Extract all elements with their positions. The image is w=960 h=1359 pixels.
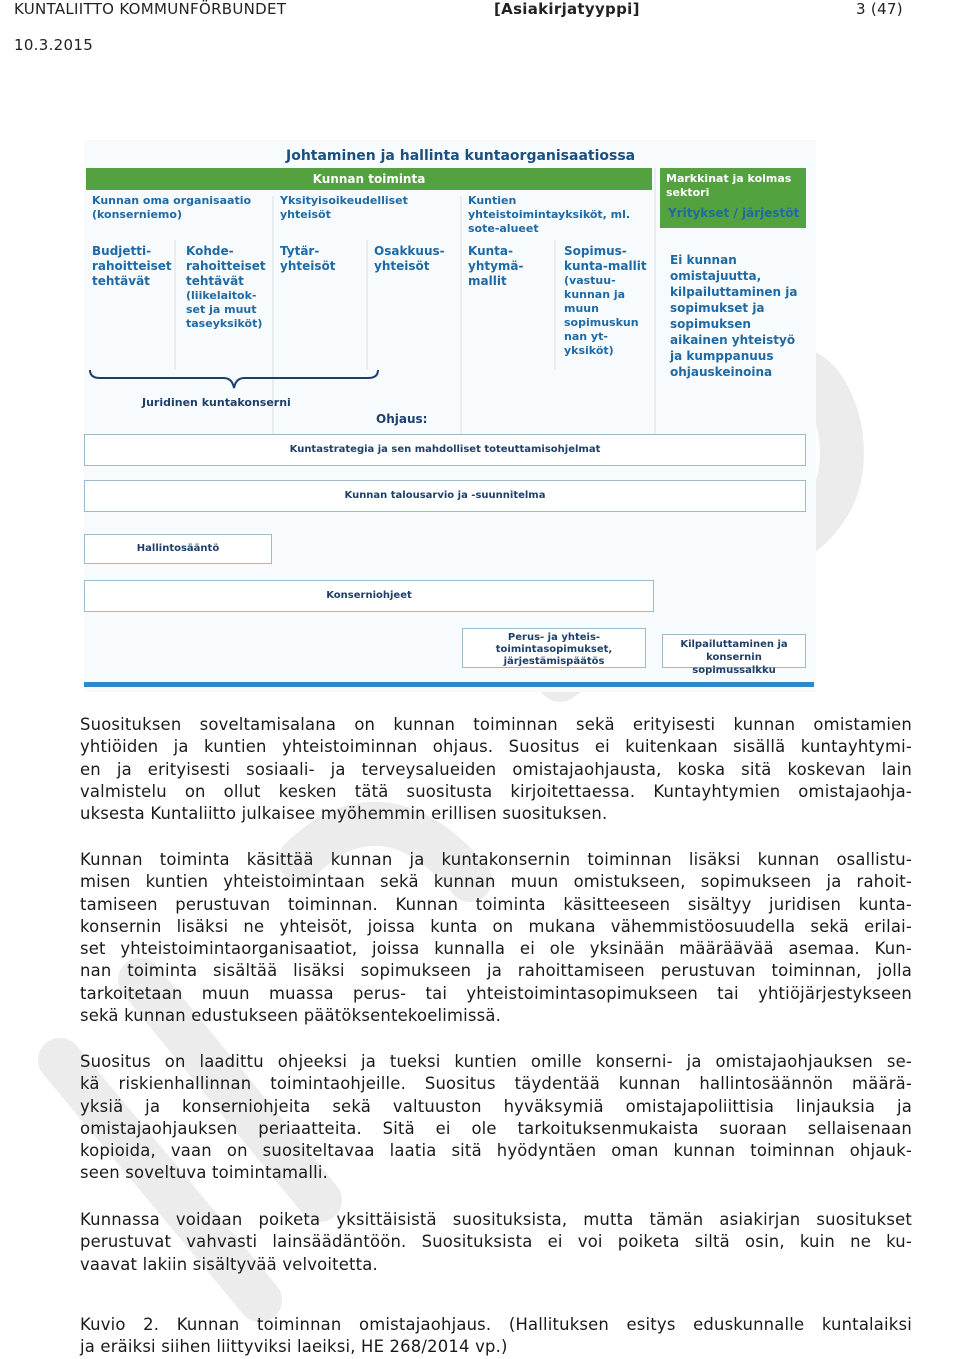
text-line: Suosituksen soveltamisalana on kunnan toiminnan sekä erityisesti kunnan omistamien	[80, 715, 912, 734]
figure-subhead-joint-units: Kuntien yhteistoimintayksiköt, ml. sote-alueet	[468, 194, 631, 235]
text-line: kopioida, vaan on suositeltavaa laatia sitä hyödyntäen oman kunnan toiminnan ohjauk-	[80, 1141, 912, 1161]
figure-divider	[366, 240, 368, 370]
text-line: en ja erityisesti sosiaali- ja terveysalueiden omistajaohjausta, koska sitä koskevan lain	[80, 759, 912, 779]
paragraph-scope	[80, 714, 912, 825]
text-line: tamiseen perustuvan toiminnan. Kunnan toiminta käsitteeseen sisältyy juridisen kunta-	[80, 894, 912, 914]
figure-col-budget-tasks: Budjetti-rahoitteiset tehtävät	[92, 244, 172, 288]
figure-brace	[88, 368, 380, 390]
figure-box-tendering: Kilpailuttaminen ja konsernin sopimussalkku	[662, 634, 806, 668]
figure-divider	[174, 240, 176, 370]
text-line: nan toiminta sisältää lisäksi sopimukseen ja rahoittamiseen perustuvan toiminnan, jolla	[80, 961, 912, 981]
text-line: sekä kunnan edustukseen päätöksentekoelimissä.	[80, 1006, 502, 1026]
figure-divider	[654, 168, 656, 438]
figure-col-target-tasks-note: (liikelaitok-set ja muut taseyksiköt)	[186, 289, 263, 330]
header-doc-type: [Asiakirjatyyppi]	[494, 0, 640, 18]
paragraph-recommendation-purpose	[80, 1051, 912, 1185]
text-line: misen kuntien yhteistoimintaan sekä kunnan muun omistukseen, sopimukseen ja rahoit-	[80, 872, 912, 892]
text-line: set yhteistoimintaorganisaatiot, joissa kunnalla ei ole yksinään määräävää asemaa. Kun-	[80, 939, 912, 959]
figure-col-joint-authority: Kunta-yhtymä-mallit	[468, 244, 524, 288]
figure-right-description: Ei kunnan omistajuutta, kilpailuttaminen ja sopimukset ja sopimuksen aikainen yhteistyö ja kumppanuus ohjauskeinoina	[670, 253, 798, 379]
text-line: perustuvat vahvasti lainsäädäntöön. Suosituksista ei voi poiketa siltä osin, kuin ne ku-	[80, 1232, 912, 1252]
header-organization: KUNTALIITTO KOMMUNFÖRBUNDET	[14, 0, 287, 18]
figure-col-agreement-models	[564, 244, 650, 358]
text-line: yhtiöiden ja kuntien yhteistoiminnan ohjaus. Suositus ei kuitenkaan sisällä kuntayhtymi-	[80, 737, 912, 757]
header-page-number: 3 (47)	[856, 0, 903, 18]
text-line: tarkoitetaan muun muassa perus- tai yhteistoimintasopimukseen tai yhtiöjärjestykseen	[80, 983, 912, 1003]
text-line: Kunnassa voidaan poiketa yksittäisistä suosituksista, mutta tämän asiakirjan suositukset	[80, 1210, 912, 1229]
figure-box-agreements: Perus- ja yhteis-toimintasopimukset, järjestämispäätös	[462, 628, 646, 668]
figure-divider	[460, 196, 462, 436]
text-line: Kunnan toiminta käsittää kunnan ja kuntakonsernin toiminnan lisäksi kunnan osallistu-	[80, 850, 912, 869]
figure-box-group-instructions: Konserniohjeet	[84, 580, 654, 612]
text-line: Suositus on laadittu ohjeeksi ja tueksi kuntien omille konserni- ja omistajaohjauksen se-	[80, 1052, 912, 1071]
figure-col-associates: Osakkuus-yhteisöt	[374, 244, 445, 273]
text-line: uksesta Kuntaliitto julkaisee myöhemmin erillisen suosituksen.	[80, 804, 608, 824]
text-line: valmistelu on ollut kesken tätä suositusta kirjoitettaessa. Kuntayhtymien omistajaohja-	[80, 781, 912, 801]
figure-title: Johtaminen ja hallinta kuntaorganisaatiossa	[286, 148, 636, 164]
figure-band-municipal-activity: Kunnan toiminta	[86, 168, 652, 190]
text-line: omistajaohjauksen periaatteita. Sitä ei ole tarkoituksenmukaista suoraan sellaisenaan	[80, 1118, 912, 1138]
figure-col-agreement-models-label: Sopimus-kunta-mallit	[564, 244, 647, 273]
text-line: seen soveltuva toimintamalli.	[80, 1163, 329, 1183]
figure-col-subsidiaries: Tytär-yhteisöt	[280, 244, 336, 273]
figure-subhead-private-entities: Yksityisoikeudelliset yhteisöt	[280, 194, 408, 221]
figure-col-target-tasks-label: Kohde-rahoitteiset tehtävät	[186, 244, 266, 288]
text-line: kä riskienhallinnan toimintaohjeille. Suositus täydentää kunnan hallintosäännön määrä-	[80, 1074, 912, 1094]
figure-baseline	[84, 682, 814, 687]
figure-right-entities: Yritykset / järjestöt	[668, 206, 800, 220]
figure-col-target-tasks	[186, 244, 272, 331]
ownership-steering-figure	[84, 140, 816, 692]
figure-steering-label: Ohjaus:	[376, 412, 428, 426]
figure-band-markets: Markkinat ja kolmas sektori	[660, 168, 806, 228]
figure-box-budget: Kunnan talousarvio ja -suunnitelma	[84, 480, 806, 512]
text-line: Kuvio 2. Kunnan toiminnan omistajaohjaus. (Hallituksen esitys eduskunnalle kuntalaiksi	[80, 1315, 912, 1334]
text-line: konsernin lisäksi ne yhteisöt, joissa kunta on mukana vähemmistöosuudella sekä erilai-	[80, 916, 912, 936]
figure-box-strategy: Kuntastrategia ja sen mahdolliset toteuttamisohjelmat	[84, 434, 806, 466]
figure-subhead-own-org: Kunnan oma organisaatio (konserniemo)	[92, 194, 252, 221]
paragraph-municipal-activity	[80, 849, 912, 1027]
figure-divider	[554, 240, 556, 370]
text-line: vaavat lakiin sisältyvää velvoitetta.	[80, 1254, 378, 1274]
figure-col-agreement-models-note: (vastuu-kunnan ja muun sopimuskun nan yt-yksiköt)	[564, 274, 639, 357]
figure-legal-group-label: Juridinen kuntakonserni	[142, 396, 291, 409]
text-line: ja eräiksi siihen liittyviksi laeiksi, HE 268/2014 vp.)	[80, 1337, 508, 1357]
header-date: 10.3.2015	[14, 36, 94, 54]
figure-caption	[80, 1314, 912, 1359]
paragraph-deviation	[80, 1209, 912, 1276]
text-line: yksiä ja konserniohjeita sekä valtuuston hyväksymiä omistajapoliittisia linjauksia ja	[80, 1096, 912, 1116]
figure-box-admin-rule: Hallintosääntö	[84, 534, 272, 564]
